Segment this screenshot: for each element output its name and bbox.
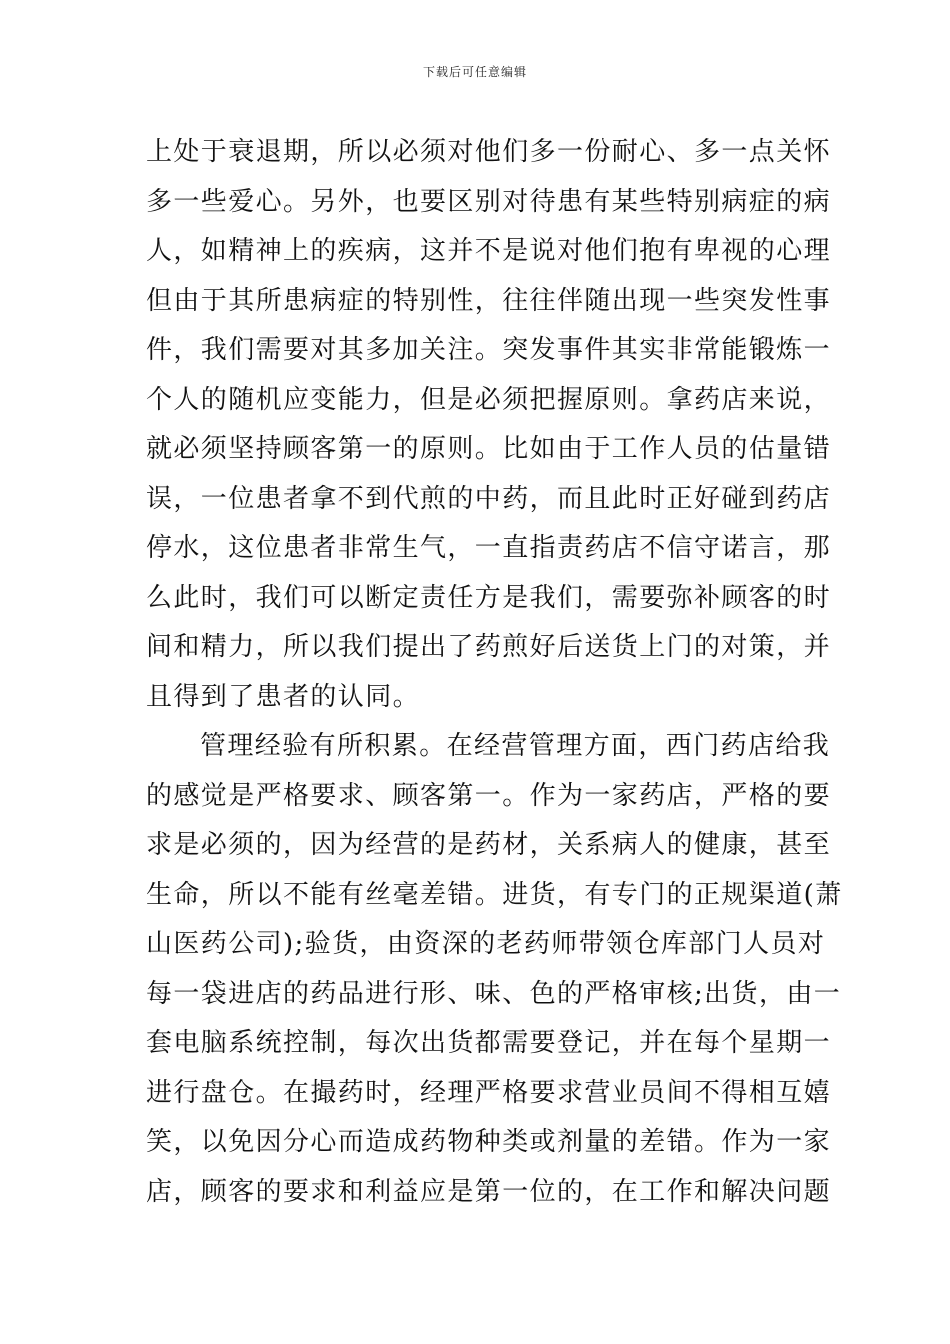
text-line: 多一些爱心。另外，也要区别对待患有某些特别病症的病 — [146, 186, 832, 217]
text-line: 件，我们需要对其多加关注。突发事件其实非常能锻炼一 — [146, 335, 832, 365]
text-line: 生命，所以不能有丝毫差错。进货，有专门的正规渠道(萧 — [146, 879, 843, 910]
text-line: 求是必须的，因为经营的是药材，关系病人的健康，甚至 — [146, 830, 832, 860]
body-text — [146, 128, 843, 1217]
text-line: 个人的随机应变能力，但是必须把握原则。拿药店来说， — [146, 384, 832, 415]
text-line: 上处于衰退期，所以必须对他们多一份耐心、多一点关怀 — [146, 137, 832, 167]
text-line: 管理经验有所积累。在经营管理方面，西门药店给我 — [200, 731, 831, 761]
text-line: 停水，这位患者非常生气，一直指责药店不信守诺言，那 — [146, 533, 832, 563]
text-line: 么此时，我们可以断定责任方是我们，需要弥补顾客的时 — [146, 582, 832, 613]
text-line: 人，如精神上的疾病，这并不是说对他们抱有卑视的心理 — [146, 236, 832, 266]
text-line: 每一袋进店的药品进行形、味、色的严格审核;出货，由一 — [146, 978, 842, 1009]
text-line: 就必须坚持顾客第一的原则。比如由于工作人员的估量错 — [146, 434, 832, 464]
text-line: 但由于其所患病症的特别性，往往伴随出现一些突发性事 — [146, 285, 832, 316]
text-line: 且得到了患者的认同。 — [146, 681, 421, 712]
text-line: 间和精力，所以我们提出了药煎好后送货上门的对策，并 — [146, 632, 832, 662]
text-line: 山医药公司);验货，由资深的老药师带领仓库部门人员对 — [146, 929, 826, 959]
text-line: 进行盘仓。在撮药时，经理严格要求营业员间不得相互嬉 — [146, 1077, 832, 1108]
text-line: 店，顾客的要求和利益应是第一位的，在工作和解决问题 — [146, 1176, 832, 1207]
text-line: 笑，以免因分心而造成药物种类或剂量的差错。作为一家 — [146, 1127, 832, 1157]
text-line: 误，一位患者拿不到代煎的中药，而且此时正好碰到药店 — [146, 483, 832, 514]
text-line: 的感觉是严格要求、顾客第一。作为一家药店，严格的要 — [146, 780, 832, 811]
text-line: 套电脑系统控制，每次出货都需要登记，并在每个星期一 — [146, 1028, 832, 1058]
page-header: 下载后可任意编辑 — [422, 65, 527, 79]
